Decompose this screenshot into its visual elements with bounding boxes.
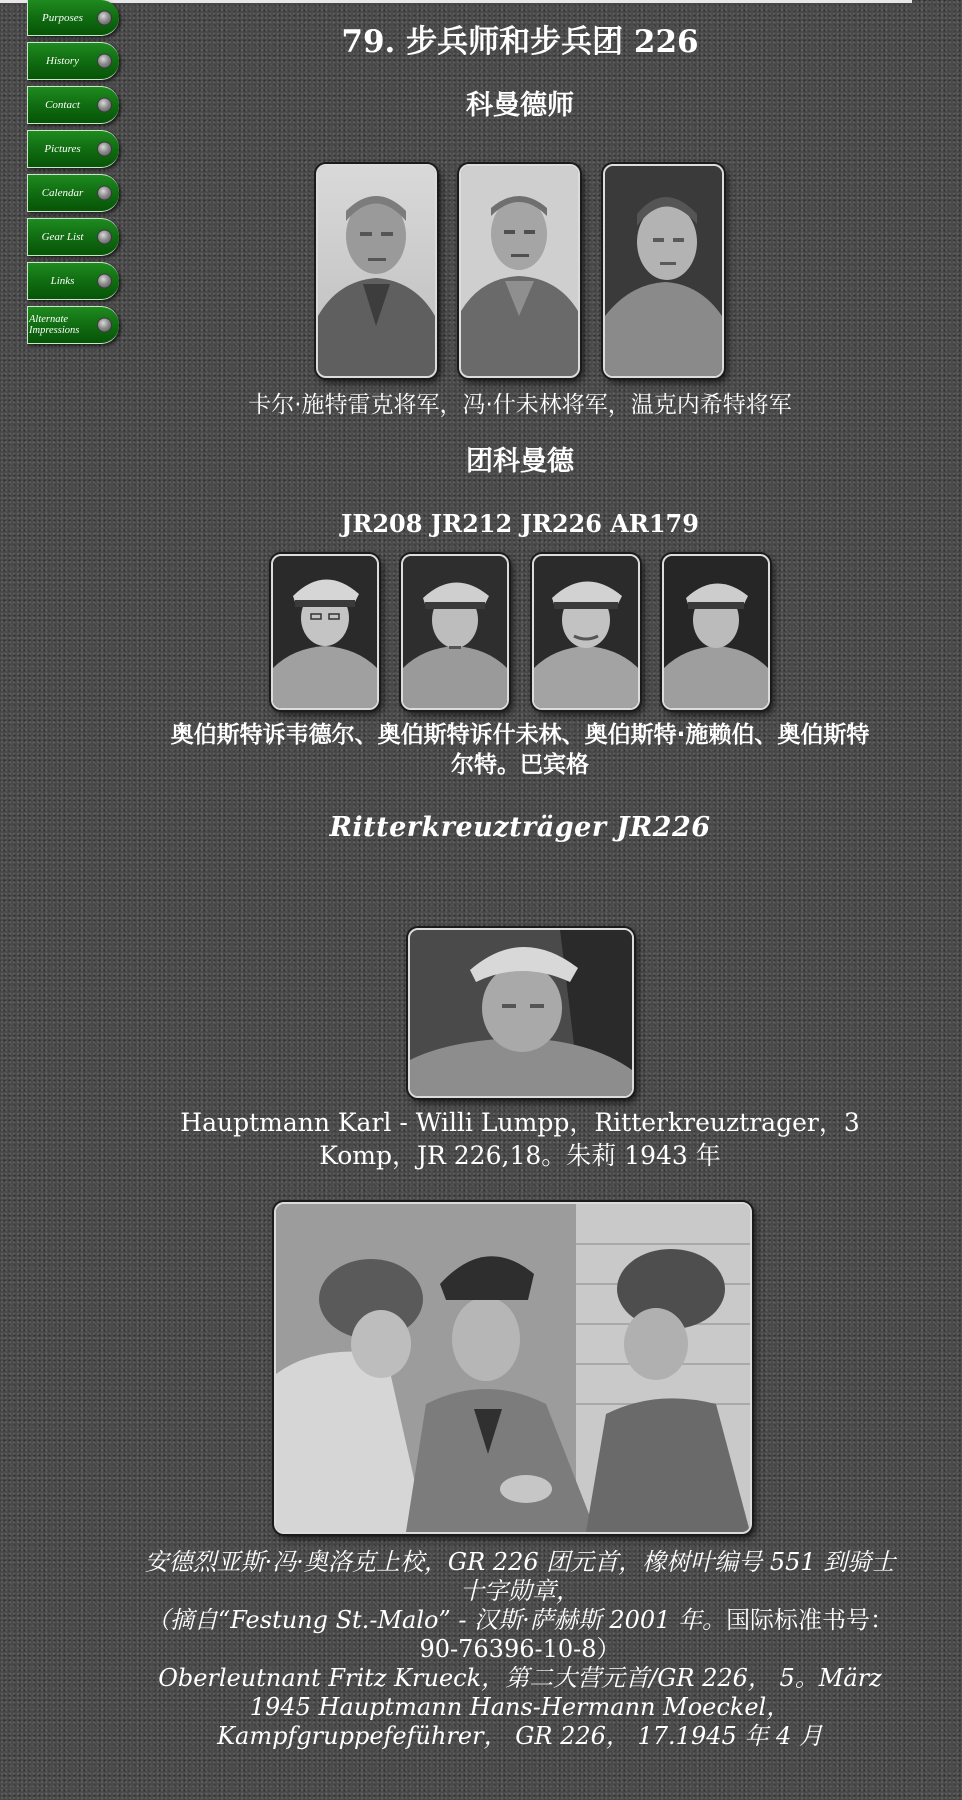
nav-button-pictures[interactable] xyxy=(27,130,119,168)
portrait-photo-schreiber[interactable] xyxy=(532,554,640,710)
regiment-units: JR208 JR212 JR226 AR179 xyxy=(341,509,699,538)
nav-label: Gear List xyxy=(41,231,84,243)
photo-group-aulock[interactable] xyxy=(274,1202,752,1534)
nav-knob-icon xyxy=(97,274,112,289)
nav-button-purposes[interactable] xyxy=(27,0,119,36)
portrait-photo-schwerin-2[interactable] xyxy=(401,554,509,710)
photo-lumpp[interactable] xyxy=(408,928,634,1098)
lumpp-caption: Hauptmann Karl - Willi Lumpp，Ritterkreuztrager，3 Komp，JR 226,18。朱莉 1943 年 xyxy=(180,1108,860,1170)
division-caption: 卡尔·施特雷克将军，冯·什未林将军，温克内希特将军 xyxy=(248,392,792,418)
final-caption-line3: Oberleutnant Fritz Krueck，第二大营元首/GR 226， 5。März 1945 Hauptmann Hans-Hermann Moeckel， Kampfgruppefeführer， GR 226， 17.1945 年 4 月 xyxy=(158,1664,882,1750)
nav-knob-icon xyxy=(97,318,112,333)
nav-button-contact[interactable] xyxy=(27,86,119,124)
nav-label: Links xyxy=(50,275,75,287)
nav-label: Contact xyxy=(45,99,80,111)
top-border-line xyxy=(0,0,912,3)
page-title: 79. 步兵师和步兵团 226 xyxy=(341,24,699,60)
nav-label: History xyxy=(46,55,79,67)
final-caption xyxy=(140,1548,900,1751)
nav-knob-icon xyxy=(97,230,112,245)
nav-button-links[interactable] xyxy=(27,262,119,300)
regiment-heading: 团科曼德 xyxy=(466,446,574,477)
nav-button-gear-list[interactable] xyxy=(27,218,119,256)
final-caption-isbn: 国际标准书号：90-76396-10-8） xyxy=(419,1606,895,1663)
portrait-photo-schwerin[interactable] xyxy=(459,164,580,378)
nav-button-history[interactable] xyxy=(27,42,119,80)
ritterkreuztraeger-heading: Ritterkreuzträger JR226 xyxy=(329,812,711,843)
portrait-photo-winkelknecht[interactable] xyxy=(603,164,724,378)
nav-knob-icon xyxy=(97,142,112,157)
nav-label: Purposes xyxy=(42,11,83,24)
nav-knob-icon xyxy=(97,186,112,201)
nav-label: Alternate Impressions xyxy=(29,314,80,336)
final-caption-source: （摘自“Festung St.-Malo” - 汉斯·萨赫斯 2001 年。 xyxy=(145,1606,727,1634)
final-caption-line1: 安德烈亚斯·冯·奥洛克上校，GR 226 团元首，橡树叶编号 551 到骑士十字勋章， xyxy=(144,1548,896,1605)
nav-label: Pictures xyxy=(44,143,81,155)
nav-knob-icon xyxy=(97,98,112,113)
portrait-photo-wedel[interactable] xyxy=(271,554,379,710)
portrait-photo-streccius[interactable] xyxy=(316,164,437,378)
side-nav xyxy=(27,0,119,350)
nav-knob-icon xyxy=(97,54,112,69)
division-heading: 科曼德师 xyxy=(466,90,574,121)
final-caption-line2 xyxy=(140,1606,900,1664)
nav-knob-icon xyxy=(97,10,112,25)
nav-button-alternate-impressions[interactable] xyxy=(27,306,119,344)
nav-label: Calendar xyxy=(41,187,84,199)
regiment-caption: 奥伯斯特诉韦德尔、奥伯斯特诉什未林、奥伯斯特·施赖伯、奥伯斯特尔特。巴宾格 xyxy=(170,722,870,778)
portrait-photo-babinger[interactable] xyxy=(662,554,770,710)
nav-button-calendar[interactable] xyxy=(27,174,119,212)
